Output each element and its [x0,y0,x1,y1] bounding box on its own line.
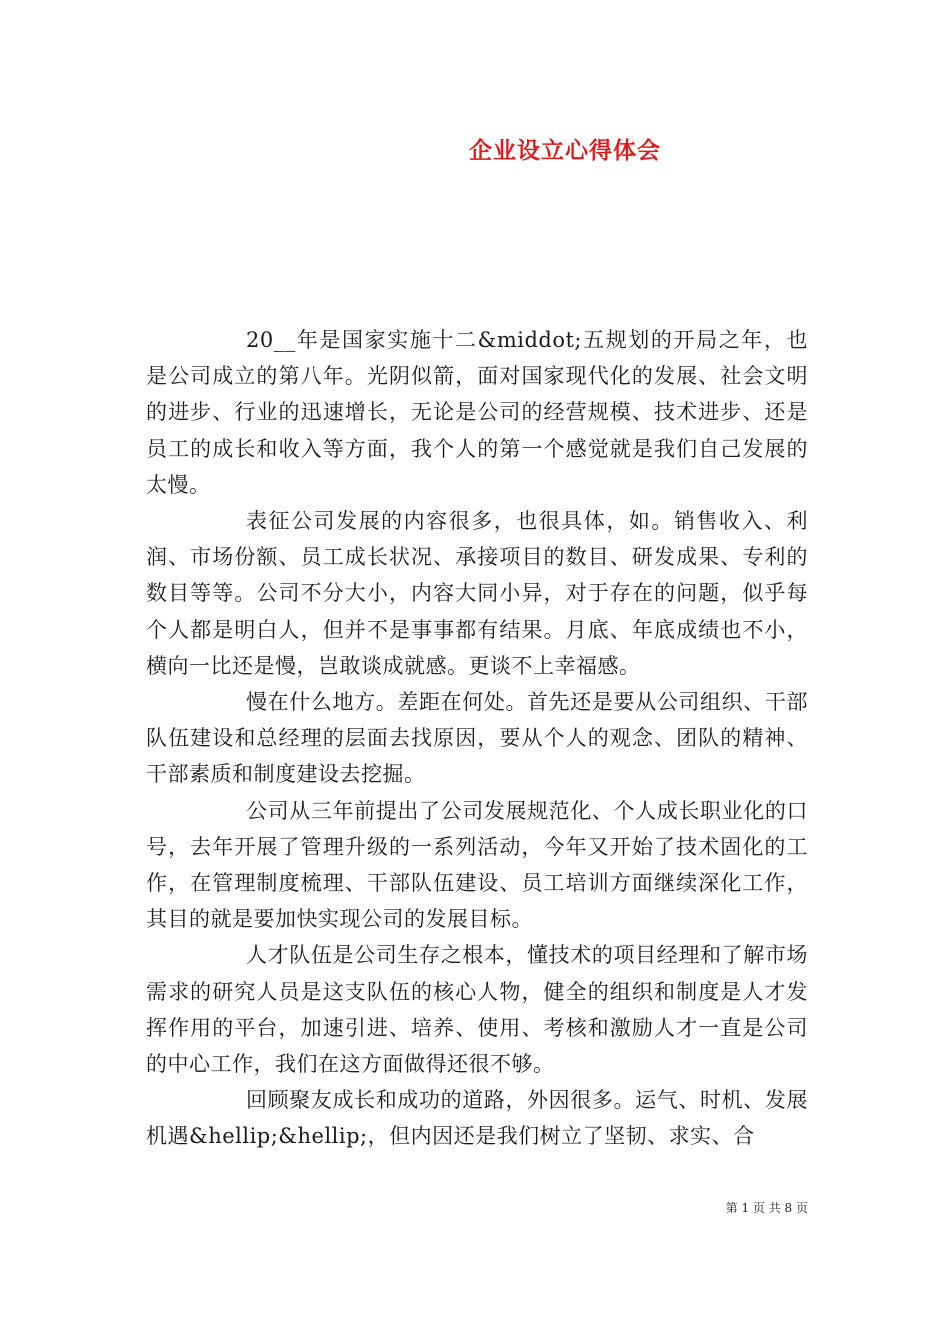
paragraph: 回顾聚友成长和成功的道路，外因很多。运气、时机、发展机遇&hellip;&hellip;，但内因还是我们树立了坚韧、求实、合 [146,1088,808,1149]
paragraph: 20__年是国家实施十二&middot;五规划的开局之年，也是公司成立的第八年。光阴似箭，面对国家现代化的发展、社会文明的进步、行业的迅速增长，无论是公司的经营规模、技术进步、还是员工的成长和收入等方面，我个人的第一个感觉就是我们自己发展的太慢。 [146,328,808,497]
page-number-footer: 第 1 页 共 8 页 [725,1201,808,1215]
paragraph: 人才队伍是公司生存之根本，懂技术的项目经理和了解市场需求的研究人员是这支队伍的核心人物，健全的组织和制度是人才发挥作用的平台，加速引进、培养、使用、考核和激励人才一直是公司的中心工作，我们在这方面做得还很不够。 [146,943,808,1077]
paragraph: 慢在什么地方。差距在何处。首先还是要从公司组织、干部队伍建设和总经理的层面去找原因，要从个人的观念、团队的精神、干部素质和制度建设去挖掘。 [146,690,808,787]
paragraph: 表征公司发展的内容很多，也很具体，如。销售收入、利润、市场份额、员工成长状况、承接项目的数目、研发成果、专利的数目等等。公司不分大小，内容大同小异，对于存在的问题，似乎每个人都是明白人，但并不是事事都有结果。月底、年底成绩也不小，横向一比还是慢，岂敢谈成就感。更谈不上幸福感。 [146,509,808,678]
paragraph: 公司从三年前提出了公司发展规范化、个人成长职业化的口号，去年开展了管理升级的一系列活动，今年又开始了技术固化的工作，在管理制度梳理、干部队伍建设、员工培训方面继续深化工作，其目的就是要加快实现公司的发展目标。 [146,798,808,932]
page-title: 企业设立心得体会 [469,137,661,164]
document-body [146,322,808,1155]
